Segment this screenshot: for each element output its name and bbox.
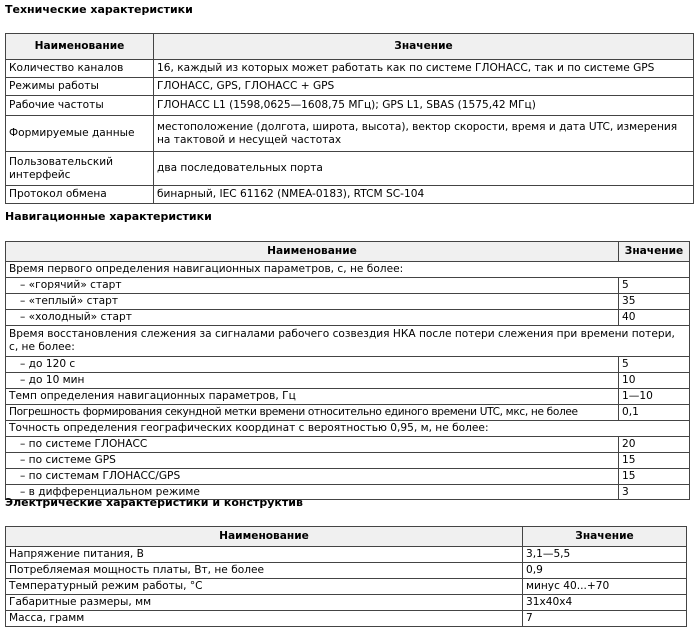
row-name: Потребляемая мощность платы, Вт, не более	[6, 563, 523, 579]
table-row	[6, 389, 690, 405]
row-value: 16, каждый из которых может работать как по системе ГЛОНАСС, так и по системе GPS	[154, 60, 694, 78]
row-name: – до 10 мин	[6, 373, 619, 389]
row-name: – по системе ГЛОНАСС	[6, 437, 619, 453]
row-value: 15	[619, 469, 690, 485]
column-header-value: Значение	[619, 242, 690, 262]
row-value: ГЛОНАСС, GPS, ГЛОНАСС + GPS	[154, 78, 694, 96]
column-header-name: Наименование	[6, 527, 523, 547]
row-name: – «горячий» старт	[6, 278, 619, 294]
row-name: Количество каналов	[6, 60, 154, 78]
row-value: 3	[619, 485, 690, 500]
column-header-value: Значение	[523, 527, 687, 547]
table-row	[6, 421, 690, 437]
table-row	[6, 373, 690, 389]
row-name: Рабочие частоты	[6, 96, 154, 116]
row-name: Температурный режим работы, °C	[6, 579, 523, 595]
row-group-name: Время восстановления слежения за сигналами рабочего созвездия НКА после потери слежения при времени потери, с, не более:	[6, 326, 690, 357]
row-group-name: Время первого определения навигационных параметров, с, не более:	[6, 262, 690, 278]
row-value: минус 40...+70	[523, 579, 687, 595]
row-value: бинарный, IEC 61162 (NMEA-0183), RTCM SC-104	[154, 186, 694, 204]
table-row	[6, 278, 690, 294]
column-header-name: Наименование	[6, 242, 619, 262]
table-row	[6, 326, 690, 357]
table-row	[6, 611, 687, 627]
section-title-navigation: Навигационные характеристики	[5, 210, 212, 223]
section-title-technical: Технические характеристики	[5, 3, 193, 16]
row-value: 0,9	[523, 563, 687, 579]
row-value: 31x40x4	[523, 595, 687, 611]
row-name: Режимы работы	[6, 78, 154, 96]
navigation-specs-table	[5, 241, 690, 500]
row-group-name: Точность определения географических координат с вероятностью 0,95, м, не более:	[6, 421, 690, 437]
row-name: Формируемые данные	[6, 116, 154, 152]
row-value: 15	[619, 453, 690, 469]
table-row	[6, 453, 690, 469]
row-value: ГЛОНАСС L1 (1598,0625—1608,75 МГц); GPS L1, SBAS (1575,42 МГц)	[154, 96, 694, 116]
row-value: 40	[619, 310, 690, 326]
row-name: Темп определения навигационных параметров, Гц	[6, 389, 619, 405]
row-name: Пользовательский интерфейс	[6, 152, 154, 186]
row-value: 5	[619, 278, 690, 294]
row-name: Габаритные размеры, мм	[6, 595, 523, 611]
table-header-row	[6, 527, 687, 547]
row-value: 20	[619, 437, 690, 453]
row-value: 10	[619, 373, 690, 389]
row-value: 7	[523, 611, 687, 627]
table-row	[6, 547, 687, 563]
table-row	[6, 152, 694, 186]
table-row	[6, 357, 690, 373]
table-row	[6, 186, 694, 204]
row-name: Погрешность формирования секундной метки времени относительно единого времени UTC, мкс, не более	[6, 405, 619, 421]
row-name: – в дифференциальном режиме	[6, 485, 619, 500]
table-row	[6, 437, 690, 453]
table-row	[6, 96, 694, 116]
row-name: Напряжение питания, В	[6, 547, 523, 563]
row-name: Протокол обмена	[6, 186, 154, 204]
row-name: – «теплый» старт	[6, 294, 619, 310]
electrical-specs-table	[5, 526, 687, 627]
column-header-name: Наименование	[6, 34, 154, 60]
row-name: – по системам ГЛОНАСС/GPS	[6, 469, 619, 485]
table-row	[6, 78, 694, 96]
row-value: два последовательных порта	[154, 152, 694, 186]
row-value: 5	[619, 357, 690, 373]
table-row	[6, 116, 694, 152]
row-name: – до 120 с	[6, 357, 619, 373]
row-value: 0,1	[619, 405, 690, 421]
table-row	[6, 294, 690, 310]
table-row	[6, 310, 690, 326]
table-row	[6, 60, 694, 78]
table-row	[6, 579, 687, 595]
table-header-row	[6, 242, 690, 262]
row-name: – «холодный» старт	[6, 310, 619, 326]
row-value: 35	[619, 294, 690, 310]
column-header-value: Значение	[154, 34, 694, 60]
row-name: – по системе GPS	[6, 453, 619, 469]
table-row	[6, 405, 690, 421]
row-value: 3,1—5,5	[523, 547, 687, 563]
row-name: Масса, грамм	[6, 611, 523, 627]
table-row	[6, 595, 687, 611]
table-header-row	[6, 34, 694, 60]
section-title-electrical: Электрические характеристики и конструктив	[5, 496, 303, 509]
row-value: местоположение (долгота, широта, высота), вектор скорости, время и дата UTC, измерения на тактовой и несущей частотах	[154, 116, 694, 152]
table-row	[6, 563, 687, 579]
technical-specs-table	[5, 33, 694, 204]
table-row	[6, 262, 690, 278]
table-row	[6, 469, 690, 485]
row-value: 1—10	[619, 389, 690, 405]
